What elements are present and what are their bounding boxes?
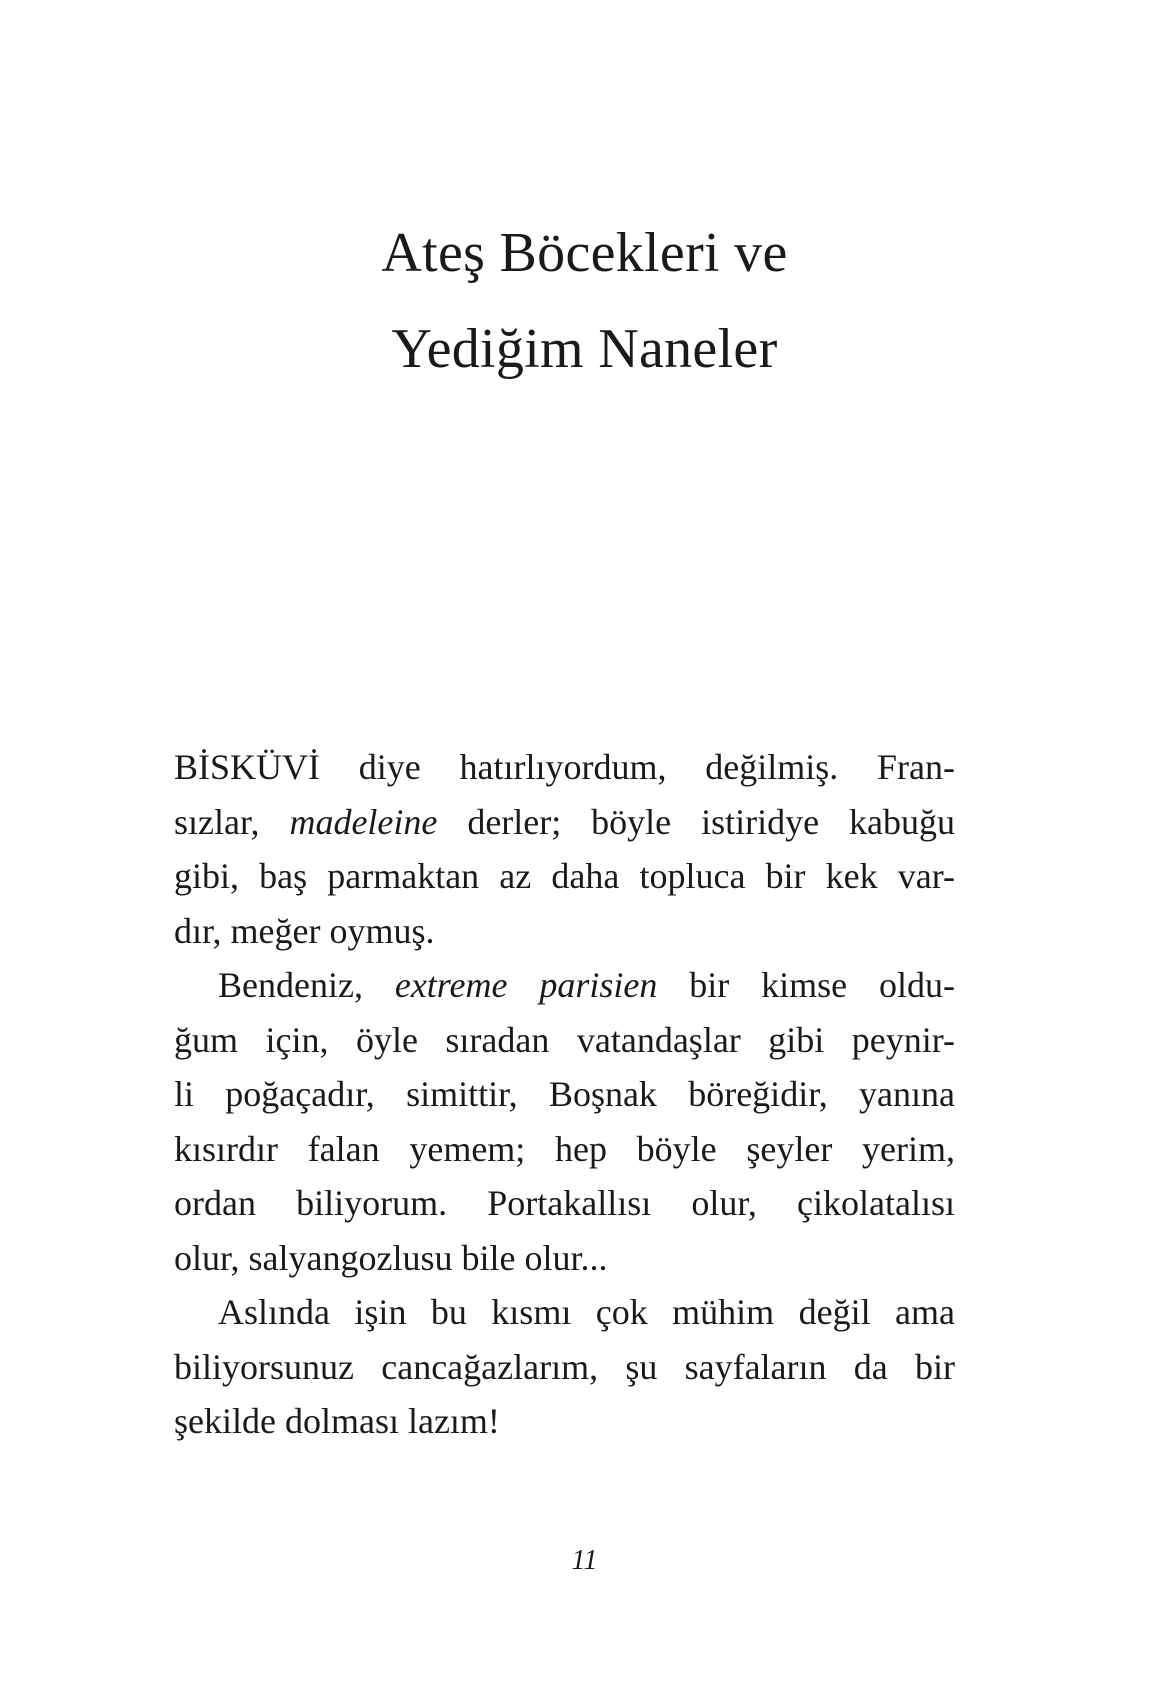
text-run: li poğaçadır, simittir, Boşnak böreğidir, yanına: [174, 1074, 955, 1114]
text-line: [174, 1122, 955, 1177]
text-line: [174, 849, 955, 904]
text-run: gibi, baş parmaktan az daha topluca bir kek var-: [174, 856, 955, 896]
text-line: [174, 1176, 955, 1231]
text-run: kısırdır falan yemem; hep böyle şeyler yerim,: [174, 1128, 955, 1169]
text-line: [174, 904, 955, 959]
text-run: ordan biliyorum. Portakallısı olur, çikolatalısı: [174, 1183, 955, 1223]
text-run: biliyorsunuz cancağazlarım, şu sayfaların da bir: [174, 1346, 955, 1387]
chapter-title-line-2: Yediğim Naneler: [391, 318, 778, 380]
text-run: sızlar,: [174, 801, 290, 842]
body-text: [174, 740, 955, 1449]
page-number: 11: [571, 1545, 598, 1576]
text-line: [174, 1013, 955, 1068]
chapter-title-line-1: Ateş Böcekleri ve: [381, 222, 788, 284]
text-line: [174, 795, 955, 850]
italic-phrase: extreme parisien: [394, 965, 658, 1005]
text-run: olur, salyangozlusu bile olur...: [174, 1237, 608, 1278]
text-run: dır, meğer oymuş.: [174, 910, 435, 951]
text-line: [174, 1285, 955, 1340]
text-run: Bendeniz,: [218, 965, 395, 1005]
text-run: şekilde dolması lazım!: [174, 1401, 500, 1441]
text-run: Aslında işin bu kısmı çok mühim değil ama: [218, 1292, 955, 1332]
paragraph: [174, 958, 955, 1285]
text-run: bir kimse oldu-: [657, 965, 955, 1005]
text-line: [174, 958, 955, 1013]
text-line: [174, 1394, 955, 1449]
text-line: [174, 1340, 955, 1395]
text-line: [174, 740, 955, 795]
paragraph: [174, 1285, 955, 1449]
text-line: [174, 1231, 955, 1286]
text-run: BİSKÜVİ diye hatırlıyordum, değilmiş. Fran-: [174, 747, 955, 787]
text-run: derler; böyle istiridye kabuğu: [437, 801, 955, 842]
italic-phrase: madeleine: [289, 801, 438, 842]
text-run: ğum için, öyle sıradan vatandaşlar gibi peynir-: [174, 1019, 955, 1060]
paragraph: [174, 740, 955, 958]
chapter-title: [0, 205, 1169, 397]
text-line: [174, 1067, 955, 1122]
